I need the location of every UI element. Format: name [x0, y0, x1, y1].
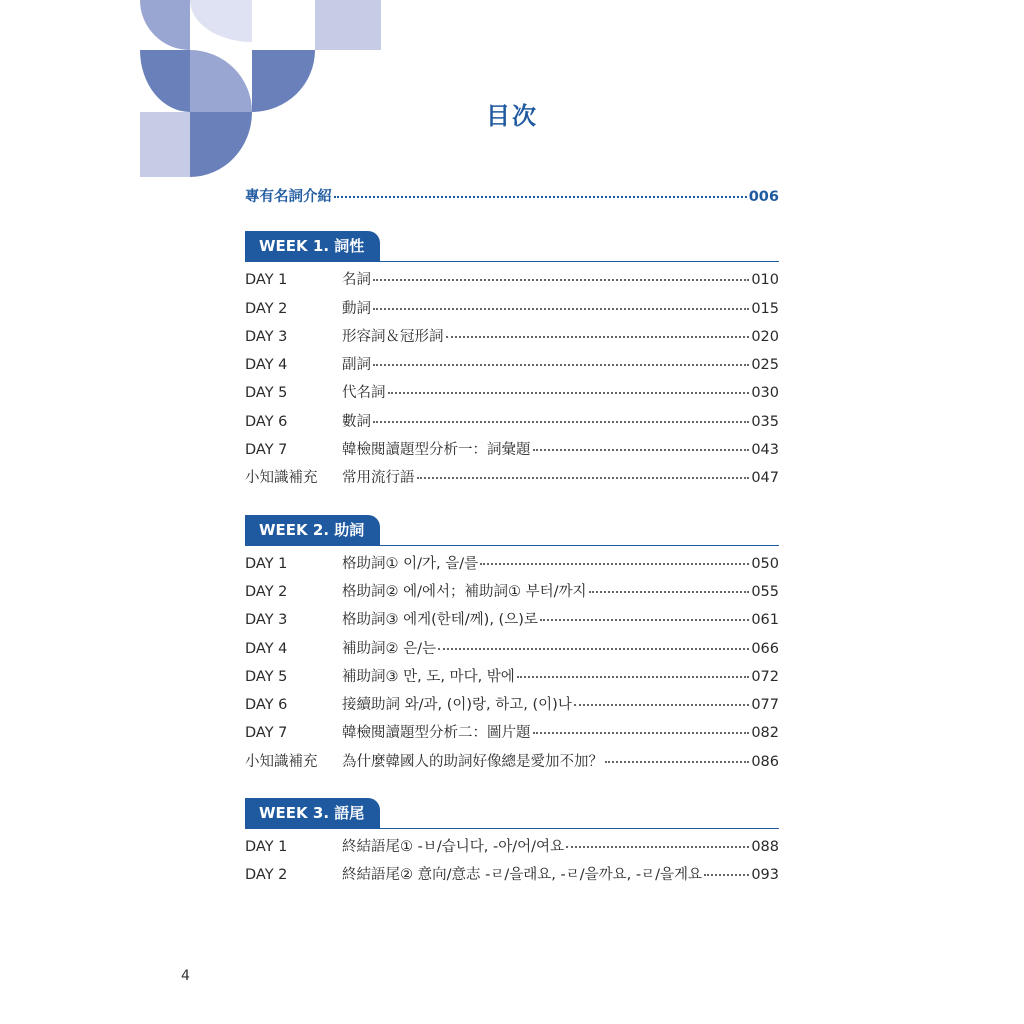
toc-entry[interactable] — [245, 863, 779, 891]
entry-day: DAY 3 — [245, 612, 288, 629]
entry-page: 055 — [751, 583, 779, 600]
entry-day: DAY 2 — [245, 300, 288, 317]
dot-leader — [334, 195, 747, 198]
dot-leader — [446, 335, 750, 338]
entry-day: DAY 3 — [245, 328, 288, 345]
entry-title: 副詞 — [342, 357, 371, 374]
toc-entry[interactable] — [245, 665, 779, 693]
entry-page: 077 — [751, 697, 779, 714]
entry-page: 015 — [751, 300, 779, 317]
dot-leader — [566, 845, 749, 848]
dot-leader — [574, 703, 749, 706]
toc-entry[interactable] — [245, 325, 779, 353]
dot-leader — [373, 363, 749, 366]
toc-entry[interactable] — [245, 721, 779, 749]
toc-entry[interactable] — [245, 580, 779, 608]
entry-page: 043 — [751, 442, 779, 459]
dot-leader — [373, 420, 749, 423]
dot-leader — [417, 476, 750, 479]
toc-entry[interactable] — [245, 693, 779, 721]
dot-leader — [704, 873, 749, 876]
entry-day: DAY 1 — [245, 272, 288, 289]
entry-title: 形容詞＆冠形詞 — [342, 328, 444, 345]
entry-title: 數詞 — [342, 413, 371, 430]
week-heading: WEEK 1. 詞性 — [245, 231, 380, 261]
entry-title: 常用流行語 — [342, 470, 415, 487]
dot-leader — [533, 448, 750, 451]
entry-page: 025 — [751, 357, 779, 374]
entry-page: 093 — [751, 867, 779, 884]
toc-entry[interactable] — [245, 637, 779, 665]
toc-entry[interactable] — [245, 750, 779, 778]
toc-entry[interactable] — [245, 438, 779, 466]
page-number: 4 — [181, 968, 190, 984]
dot-leader — [533, 731, 750, 734]
entry-day: DAY 6 — [245, 697, 288, 714]
dot-leader — [605, 760, 749, 763]
toc-entry[interactable] — [245, 466, 779, 494]
dot-leader — [540, 618, 749, 621]
table-of-contents — [245, 185, 779, 912]
week-section-1 — [245, 231, 779, 494]
entry-page: 035 — [751, 413, 779, 430]
entry-day: 小知識補充 — [245, 470, 318, 487]
entry-title: 終結語尾② 意向/意志 -ㄹ/을래요, -ㄹ/을까요, -ㄹ/을게요 — [342, 867, 702, 884]
week-heading-bar — [245, 231, 779, 262]
entry-title: 終結語尾① -ㅂ/습니다, -아/어/여요 — [342, 839, 565, 856]
entry-title: 動詞 — [342, 300, 371, 317]
entry-day: DAY 2 — [245, 867, 288, 884]
dot-leader — [373, 278, 749, 281]
entry-title: 格助詞① 이/가, 을/를 — [342, 555, 479, 572]
entry-title: 代名詞 — [342, 385, 386, 402]
week-heading: WEEK 3. 語尾 — [245, 798, 380, 828]
entry-day: DAY 7 — [245, 725, 288, 742]
entry-day: 小知識補充 — [245, 753, 318, 770]
week-heading-bar — [245, 515, 779, 546]
entry-page: 088 — [751, 839, 779, 856]
entry-title: 格助詞② 에/에서；補助詞① 부터/까지 — [342, 583, 587, 600]
dot-leader — [480, 562, 749, 565]
entry-page: 082 — [751, 725, 779, 742]
toc-entry[interactable] — [245, 381, 779, 409]
entry-title: 為什麼韓國人的助詞好像總是愛加不加？ — [342, 753, 603, 770]
entry-title: 補助詞② 은/는 — [342, 640, 437, 657]
entry-page: 030 — [751, 385, 779, 402]
entry-title: 接續助詞 와/과, (이)랑, 하고, (이)나 — [342, 697, 572, 714]
entry-title: 名詞 — [342, 272, 371, 289]
toc-entry[interactable] — [245, 552, 779, 580]
dot-leader — [373, 307, 749, 310]
entry-day: DAY 6 — [245, 413, 288, 430]
entry-day: DAY 1 — [245, 839, 288, 856]
entry-title: 補助詞③ 만, 도, 마다, 밖에 — [342, 668, 515, 685]
toc-entry[interactable] — [245, 608, 779, 636]
entry-page: 020 — [751, 328, 779, 345]
toc-entry[interactable] — [245, 353, 779, 381]
entry-day: DAY 5 — [245, 668, 288, 685]
entry-title: 韓檢閱讀題型分析一：詞彙題 — [342, 442, 531, 459]
week-heading-bar — [245, 798, 779, 829]
dot-leader — [589, 590, 750, 593]
entry-page: 006 — [748, 189, 779, 205]
entry-page: 047 — [751, 470, 779, 487]
page-title: 目次 — [486, 102, 538, 130]
entry-day: DAY 4 — [245, 357, 288, 374]
entry-page: 072 — [751, 668, 779, 685]
dot-leader — [388, 391, 750, 394]
entry-day: DAY 5 — [245, 385, 288, 402]
entry-page: 066 — [751, 640, 779, 657]
week-heading: WEEK 2. 助詞 — [245, 515, 380, 545]
entry-day: DAY 2 — [245, 583, 288, 600]
entry-day: DAY 1 — [245, 555, 288, 572]
dot-leader — [517, 675, 750, 678]
toc-entry[interactable] — [245, 268, 779, 296]
entry-title: 韓檢閱讀題型分析二：圖片題 — [342, 725, 531, 742]
entry-title: 專有名詞介紹 — [245, 189, 332, 205]
entry-page: 010 — [751, 272, 779, 289]
toc-entry[interactable] — [245, 410, 779, 438]
toc-entry-intro[interactable] — [245, 185, 779, 213]
entry-day: DAY 7 — [245, 442, 288, 459]
entry-day: DAY 4 — [245, 640, 288, 657]
toc-entry[interactable] — [245, 297, 779, 325]
entry-page: 086 — [751, 753, 779, 770]
entry-page: 050 — [751, 555, 779, 572]
entry-page: 061 — [751, 612, 779, 629]
dot-leader — [438, 647, 749, 650]
week-section-2 — [245, 515, 779, 778]
entry-title: 格助詞③ 에게(한테/께), (으)로 — [342, 612, 538, 629]
week-section-3 — [245, 798, 779, 892]
toc-entry[interactable] — [245, 835, 779, 863]
